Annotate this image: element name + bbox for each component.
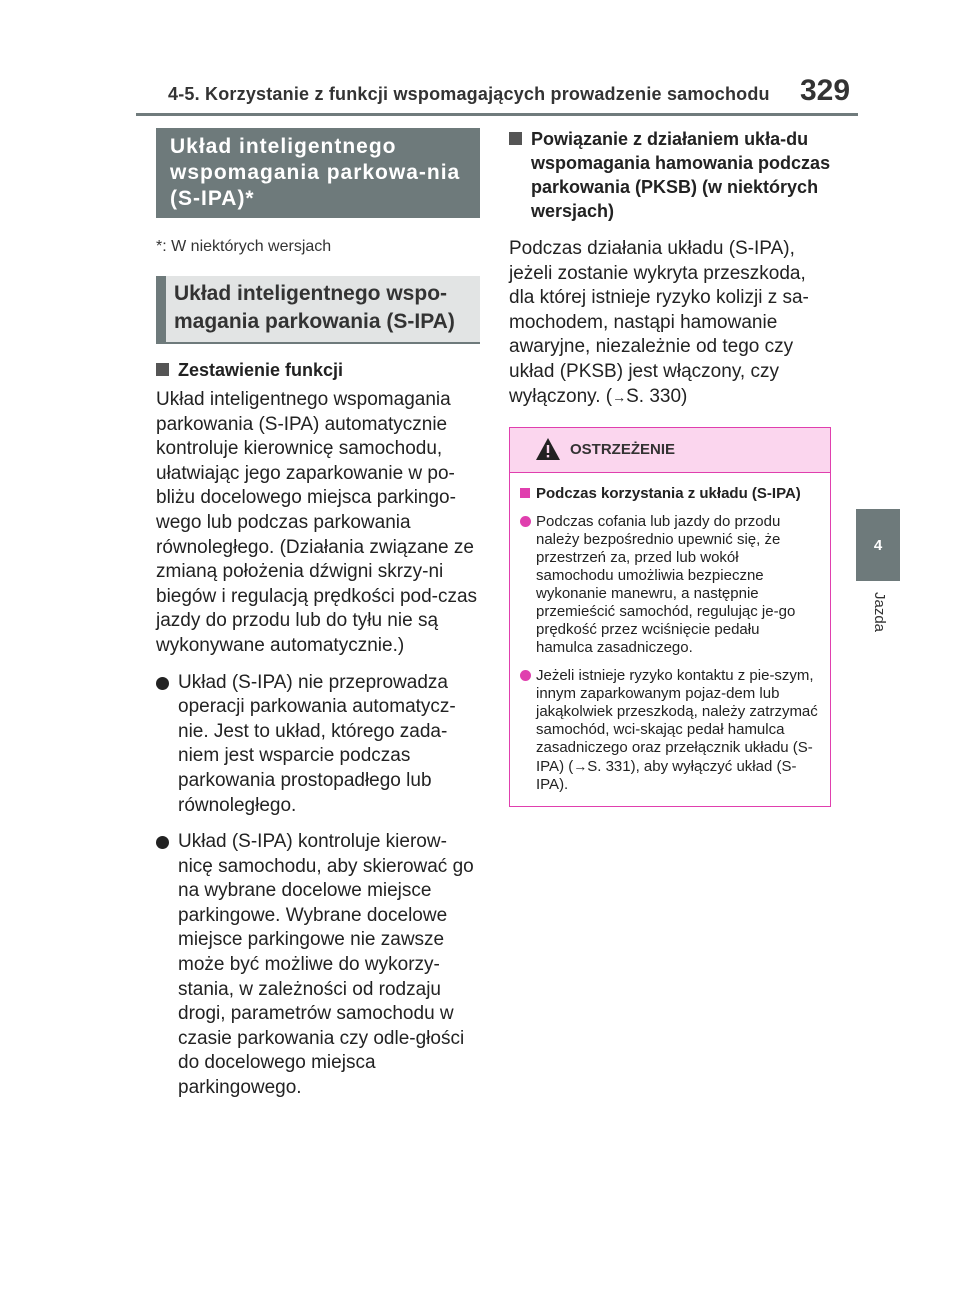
bullet-dot-icon: [520, 670, 531, 681]
warning-box: [509, 427, 831, 807]
left-column: [156, 128, 480, 1101]
body-paragraph: [509, 237, 835, 409]
warning-reference: S. 331), aby wyłączyć układ (S-IPA).: [536, 758, 797, 794]
warning-item: [520, 513, 820, 657]
warning-body: [510, 473, 830, 806]
paragraph-reference: S. 330): [626, 385, 688, 407]
warning-heading: [520, 485, 820, 503]
chapter-tab: [856, 509, 900, 581]
right-column: [509, 127, 835, 807]
bullet-dot-icon: [156, 836, 169, 849]
square-bullet-icon: [156, 363, 169, 376]
page-number: 329: [800, 74, 851, 107]
chapter-number: 4: [873, 536, 883, 554]
warning-heading-text: Podczas korzystania z układu (S-IPA): [536, 485, 801, 503]
section-heading-text: Powiązanie z działaniem ukła-du wspomagania hamowania podczas parkowania (PKSB) (w niektórych wersjach): [531, 129, 831, 221]
section-heading: [156, 358, 480, 382]
list-item-text: Układ (S-IPA) kontroluje kierow-nicę samochodu, aby skierować go na wybrane docelowe miejsce parkingowe. Wybrane docelowe miejsce parkingowe nie zawsze może być możliwe do wykorzy-stania, w zależności od rodzaju drogi, parametrów samochodu w czasie parkowania czy odle-głości do docelowego miejsca parkingowego.: [178, 831, 474, 1099]
square-bullet-icon: [520, 488, 530, 498]
warning-item: [520, 667, 820, 794]
warning-title: OSTRZEŻENIE: [570, 441, 676, 459]
list-item: [156, 671, 480, 819]
reference-arrow: →: [612, 388, 627, 405]
paragraph-text: Podczas działania układu (S-IPA), jeżeli zostanie wykryta przeszkoda, dla której istnieje ryzyko kolizji z sa-mochodem, nastąpi hamowanie awaryjne, niezależnie od tego czy układ (PKSB) jest włączony, czy wyłączony. (: [509, 238, 809, 407]
list-item-text: Układ (S-IPA) nie przeprowadza operacji parkowania automatycz-nie. Jest to układ, którego zada-niem jest wsparcie podczas parkowania prostopadłego lub równoległego.: [178, 671, 456, 816]
running-header: 4-5. Korzystanie z funkcji wspomagających prowadzenie samochodu: [168, 84, 770, 104]
square-bullet-icon: [509, 132, 522, 145]
section-heading-text: Zestawienie funkcji: [178, 360, 344, 380]
warning-item-text: Podczas cofania lub jazdy do przodu należy bezpośrednio upewnić się, że przestrzeń za, przed lub wokół samochodu umożliwia bezpieczne wykonanie manewru, a następnie przemieścić samochód, regulując je-go prędkość przez wciśnięcie pedału hamulca zasadniczego.: [536, 513, 796, 657]
warning-header: [510, 428, 830, 473]
list-item: [156, 830, 480, 1101]
body-paragraph: Układ inteligentnego wspomagania parkowania (S-IPA) automatycznie kontroluje kierownicę samochodu, ułatwiając jego zaparkowanie w po-bliżu docelowego miejsca parkingo-wego lub podczas parkowania równoległego. (Działania związane ze zmianą położenia dźwigni skrzy-ni biegów i regulacją prędkości pod-czas jazdy do przodu lub do tyłu nie są wykonywane automatycznie.): [156, 389, 478, 656]
bullet-dot-icon: [520, 516, 531, 527]
header-rule: [136, 113, 858, 116]
bullet-dot-icon: [156, 677, 169, 690]
footnote: *: W niektórych wersjach: [156, 238, 332, 255]
chapter-label: Jazda: [871, 592, 888, 633]
section-title-box: Układ inteligentnego wspomagania parkowa-nia (S-IPA)*: [156, 128, 480, 218]
reference-arrow: →: [573, 758, 588, 775]
subsection-title: Układ inteligentnego wspo-magania parkowania (S-IPA): [156, 276, 480, 344]
section-heading: [509, 127, 835, 223]
warning-triangle-icon: [535, 437, 561, 461]
warning-item-text: Jeżeli istnieje ryzyko kontaktu z pie-szym, innym zaparkowanym pojaz-dem lub jakąkolwiek przeszkodą, należy zatrzymać samochód, wci-skając pedał hamulca zasadniczego oraz przełącznik układu (S-IPA) (: [536, 667, 818, 776]
